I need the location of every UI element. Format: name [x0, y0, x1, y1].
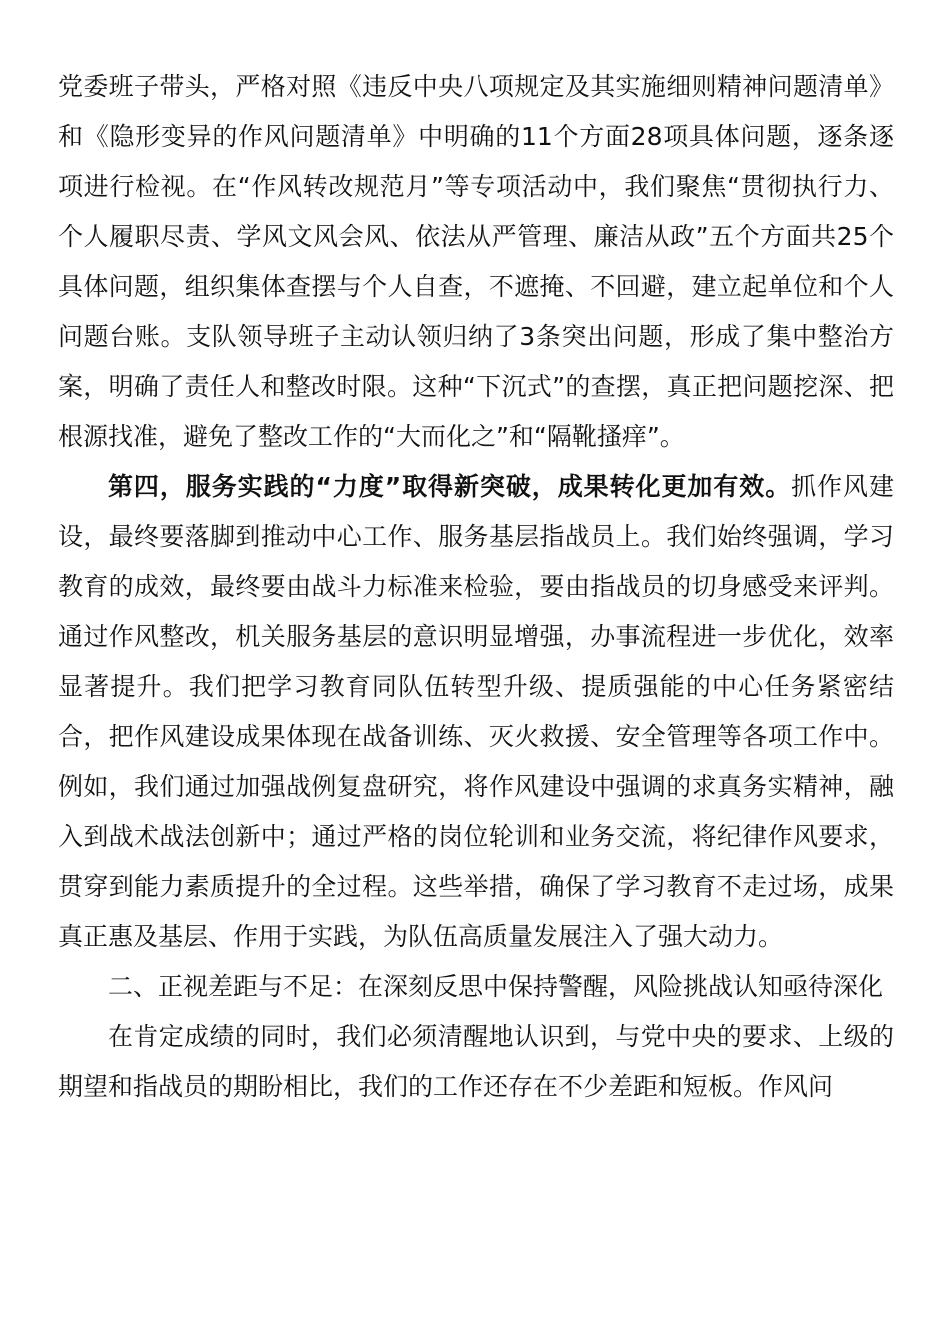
- paragraph-gaps-intro: [58, 1012, 894, 1112]
- paragraph-lead-bold: 第四，服务实践的“力度”取得新突破，成果转化更加有效。: [108, 472, 792, 501]
- paragraph-text: 党委班子带头，严格对照《违反中央八项规定及其实施细则精神问题清单》和《隐形变异的作风问题清单》中明确的11个方面28项具体问题，逐条逐项进行检视。在“作风转改规范月”等专项活动中，我们聚焦“贯彻执行力、个人履职尽责、学风文风会风、依法从严管理、廉洁从政”五个方面共25个具体问题，组织集体查摆与个人自查，不遮掩、不回避，建立起单位和个人问题台账。支队领导班子主动认领归纳了3条突出问题，形成了集中整治方案，明确了责任人和整改时限。这种“下沉式”的查摆，真正把问题挖深、把根源找准，避免了整改工作的“大而化之”和“隔靴搔痒”。: [58, 72, 894, 451]
- paragraph-text: 抓作风建设，最终要落脚到推动中心工作、服务基层指战员上。我们始终强调，学习教育的成效，最终要由战斗力标准来检验，要由指战员的切身感受来评判。通过作风整改，机关服务基层的意识明显增强，办事流程进一步优化，效率显著提升。我们把学习教育同队伍转型升级、提质强能的中心任务紧密结合，把作风建设成果体现在战备训练、灭火救援、安全管理等各项工作中。例如，我们通过加强战例复盘研究，将作风建设中强调的求真务实精神，融入到战术战法创新中；通过严格的岗位轮训和业务交流，将纪律作风要求，贯穿到能力素质提升的全过程。这些举措，确保了学习教育不走过场，成果真正惠及基层、作用于实践，为队伍高质量发展注入了强大动力。: [58, 472, 894, 951]
- paragraph-text: 在肯定成绩的同时，我们必须清醒地认识到，与党中央的要求、上级的期望和指战员的期盼相比，我们的工作还存在不少差距和短板。作风问: [58, 1022, 894, 1101]
- section-heading-text: 二、正视差距与不足：在深刻反思中保持警醒，风险挑战认知亟待深化: [108, 972, 884, 1001]
- section-heading-two: [58, 962, 894, 1012]
- paragraph-fourth-service-practice: [58, 462, 894, 962]
- paragraph-problem-review: [58, 62, 894, 462]
- document-page: [58, 62, 894, 1112]
